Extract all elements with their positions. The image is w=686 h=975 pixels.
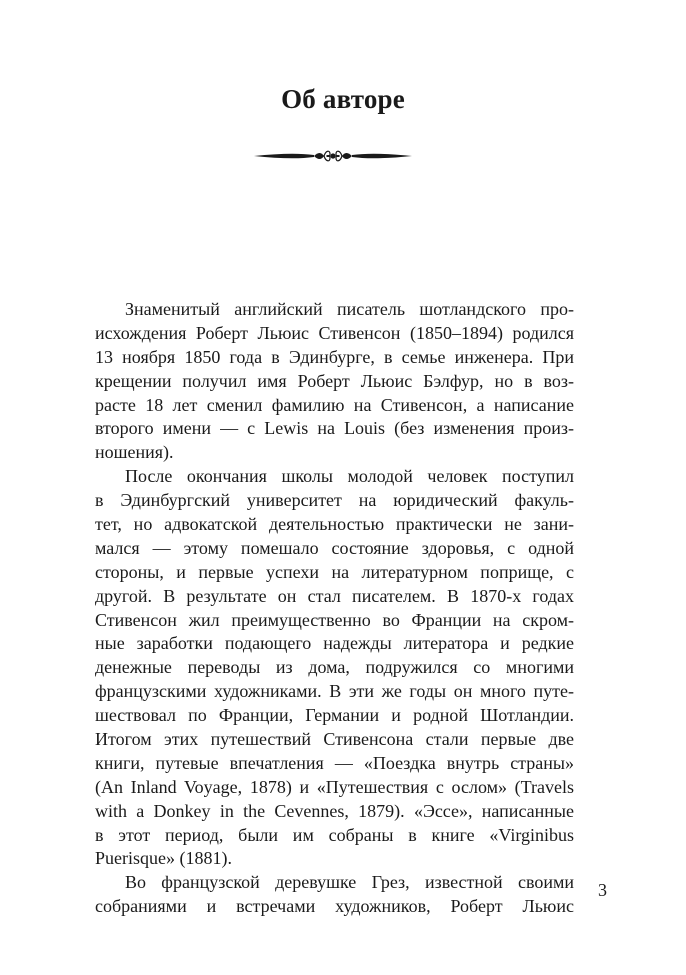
- text-line: французскими художниками. В эти же годы он много путе-: [95, 681, 574, 702]
- text-line: в этот период, были им собраны в книге «Virginibus: [95, 824, 574, 845]
- text-line: другой. В результате он стал писателем. В 1870-х годах: [95, 585, 574, 606]
- page-number: 3: [598, 880, 607, 900]
- page-title: Об авторе: [281, 84, 405, 114]
- body-text: [95, 298, 574, 919]
- text-line: Знаменитый английский писатель шотландского про-: [125, 299, 574, 319]
- text-line: крещении получил имя Роберт Льюис Бэлфур, но в воз-: [95, 370, 574, 391]
- text-line: После окончания школы молодой человек поступил: [125, 466, 574, 487]
- text-line: второго имени — с Lewis на Louis (без изменения произ-: [95, 418, 574, 439]
- text-line: ные заработки подающего надежды литератора и редкие: [95, 633, 574, 654]
- text-line: ношения).: [95, 442, 174, 463]
- text-line: Во французской деревушке Грез, известной своими: [125, 872, 574, 893]
- text-line: 13 ноября 1850 года в Эдинбурге, в семье инженера. При: [95, 346, 574, 367]
- text-line: мался — этому помешало состояние здоровья, с одной: [95, 537, 574, 558]
- text-line: Стивенсон жил преимущественно во Франции на скром-: [95, 609, 574, 630]
- text-line: денежные переводы из дома, подружился со многими: [95, 657, 574, 678]
- text-line: стороны, и первые успехи на литературном поприще, с: [95, 561, 574, 582]
- text-line: (An Inland Voyage, 1878) и «Путешествия с ослом» (Travels: [95, 776, 574, 797]
- text-line: исхождения Роберт Льюис Стивенсон (1850–1894) родился: [95, 322, 574, 343]
- text-line: тет, но адвокатской деятельностью практически не зани-: [95, 514, 574, 535]
- text-line: шествовал по Франции, Германии и родной Шотландии.: [95, 705, 574, 726]
- decorative-divider-icon: [252, 146, 414, 166]
- text-line: собраниями и встречами художников, Роберт Льюис: [95, 896, 574, 917]
- text-line: Puerisque» (1881).: [95, 848, 232, 869]
- text-line: книги, путевые впечатления — «Поездка внутрь страны»: [95, 752, 574, 773]
- text-line: расте 18 лет сменил фамилию на Стивенсон, а написание: [95, 394, 574, 415]
- text-line: в Эдинбургский университет на юридический факуль-: [95, 490, 574, 511]
- text-line: with a Donkey in the Cevennes, 1879). «Эссе», написанные: [95, 800, 574, 821]
- text-line: Итогом этих путешествий Стивенсона стали первые две: [95, 729, 574, 750]
